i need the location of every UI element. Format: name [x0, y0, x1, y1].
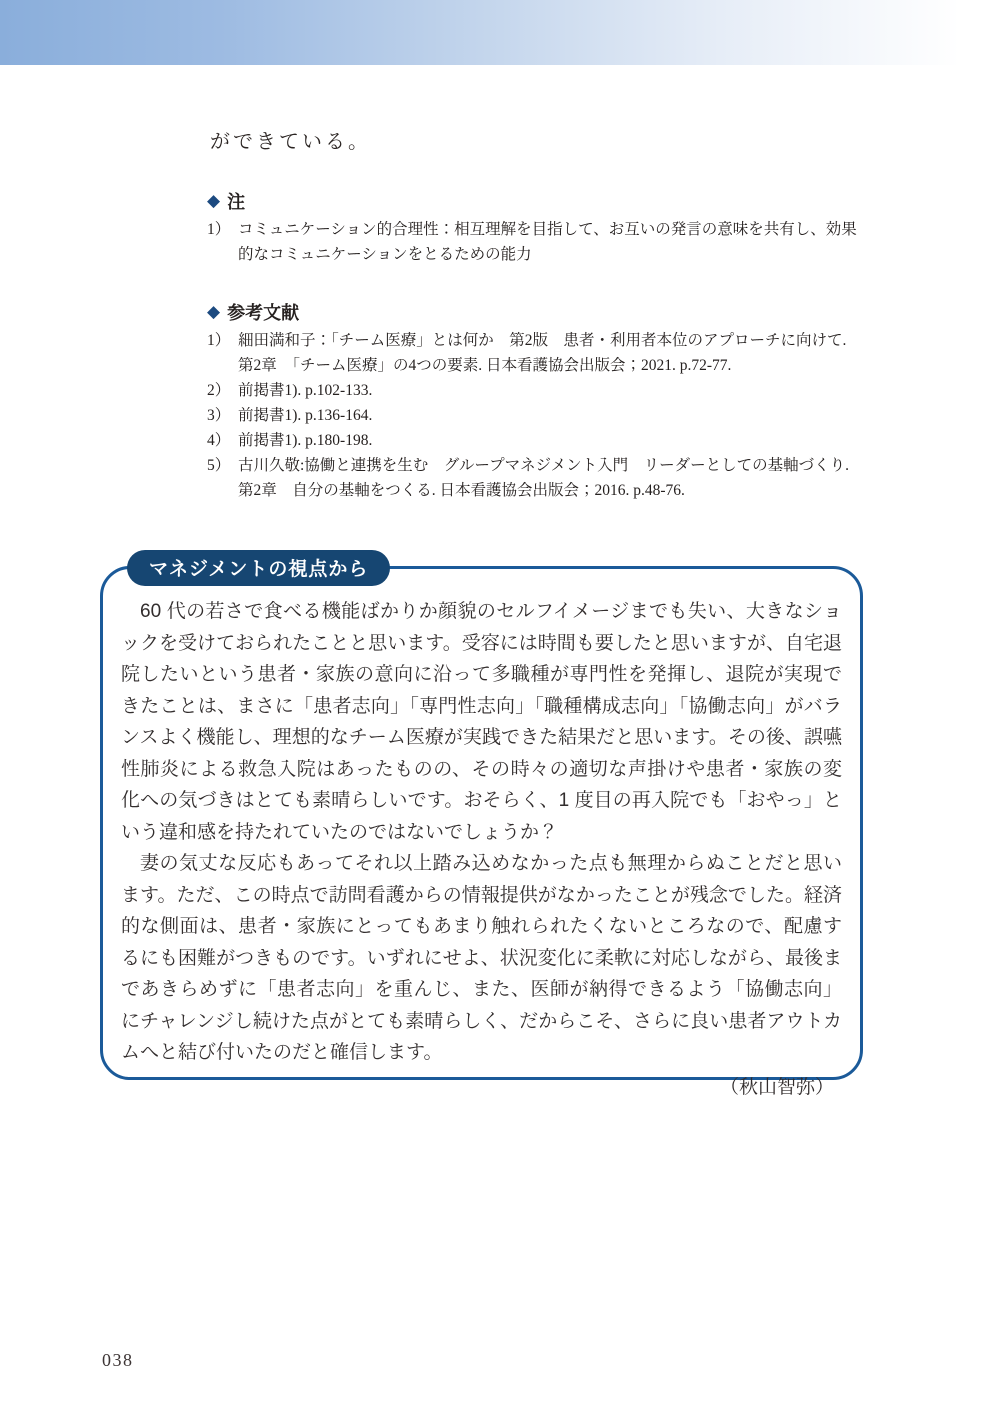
reference-line: 前掲書1). p.102-133.: [238, 382, 373, 399]
notes-heading: [207, 188, 875, 214]
reference-item: [207, 428, 875, 453]
body-text: ができている。: [210, 131, 371, 153]
management-comment-box: [100, 559, 863, 1098]
reference-number: 5）: [207, 457, 231, 474]
notes-heading-label: 注: [227, 192, 246, 212]
reference-line: 第2章 「チーム医療」の4つの要素. 日本看護協会出版会；2021. p.72-77.: [238, 357, 732, 374]
reference-text: [238, 403, 875, 428]
page-header-gradient-bar: [0, 0, 1000, 65]
diamond-icon: ◆: [207, 190, 221, 211]
note-item-line: 的なコミュニケーションをとるための能力: [238, 246, 532, 263]
author-signature: （秋山智弥）: [719, 1076, 834, 1098]
management-box-paragraph: 妻の気丈な反応もあってそれ以上踏み込めなかった点も無理からぬことだと思います。ただ、この時点で訪問看護からの情報提供がなかったことが残念でした。経済的な側面は、患者・家族にとってもあまり触れられたくないところなので、配慮するにも困難がつきものです。いずれにせよ、状況変化に柔軟に対応しながら、最後まであきらめずに「患者志向」を重んじ、また、医師が納得できるよう「協働志向」にチャレンジし続けた点がとても素晴らしく、だからこそ、さらに良い患者アウトカムへと結び付いたのだと確信します。: [121, 853, 842, 1063]
management-box-body: [103, 569, 860, 1103]
management-box-title-pill: マネジメントの視点から: [127, 550, 390, 586]
reference-item: [207, 403, 875, 428]
note-item-number: 1）: [207, 221, 231, 238]
reference-text: [238, 428, 875, 453]
reference-item: [207, 453, 875, 503]
reference-number: 2）: [207, 382, 231, 399]
diamond-icon: ◆: [207, 301, 221, 322]
reference-line: 前掲書1). p.136-164.: [238, 407, 373, 424]
reference-line: 前掲書1). p.180-198.: [238, 432, 373, 449]
reference-line: 第2章 自分の基軸をつくる. 日本看護協会出版会；2016. p.48-76.: [238, 482, 685, 499]
reference-text: [238, 328, 875, 378]
reference-text: [238, 378, 875, 403]
note-item: [207, 217, 875, 267]
reference-item: [207, 328, 875, 378]
page-number: 038: [102, 1350, 134, 1370]
reference-number: 1）: [207, 332, 231, 349]
reference-item: [207, 378, 875, 403]
management-box-paragraph: 60 代の若さで食べる機能ばかりか顔貌のセルフイメージまでも失い、大きなショックを受けておられたことと思います。受容には時間も要したと思いますが、自宅退院したいという患者・家族の意向に沿って多職種が専門性を発揮し、退院が実現できたことは、まさに「患者志向」「専門性志向」「職種構成志向」「協働志向」がバランスよく機能し、理想的なチーム医療が実践できた結果だと思います。その後、誤嚥性肺炎による救急入院はあったものの、その時々の適切な声掛けや患者・家族の変化への気づきはとても素晴らしいです。おそらく、1 度目の再入院でも「おやっ」という違和感を持たれていたのではないでしょうか？: [121, 601, 842, 843]
note-item-line: コミュニケーション的合理性：相互理解を目指して、お互いの発言の意味を共有し、効果: [238, 221, 857, 238]
references-heading: [207, 299, 875, 325]
reference-number: 3）: [207, 407, 231, 424]
references-section: [207, 299, 875, 503]
note-item-text: [238, 217, 875, 267]
reference-text: [238, 453, 875, 503]
notes-section: [207, 188, 875, 267]
references-heading-label: 参考文献: [227, 303, 300, 323]
reference-line: 細田満和子：「チーム医療」とは何か 第2版 患者・利用者本位のアプローチに向けて.: [238, 332, 847, 349]
reference-line: 古川久敬:協働と連携を生む グループマネジメント入門 リーダーとしての基軸づくり.: [238, 457, 849, 474]
reference-number: 4）: [207, 432, 231, 449]
